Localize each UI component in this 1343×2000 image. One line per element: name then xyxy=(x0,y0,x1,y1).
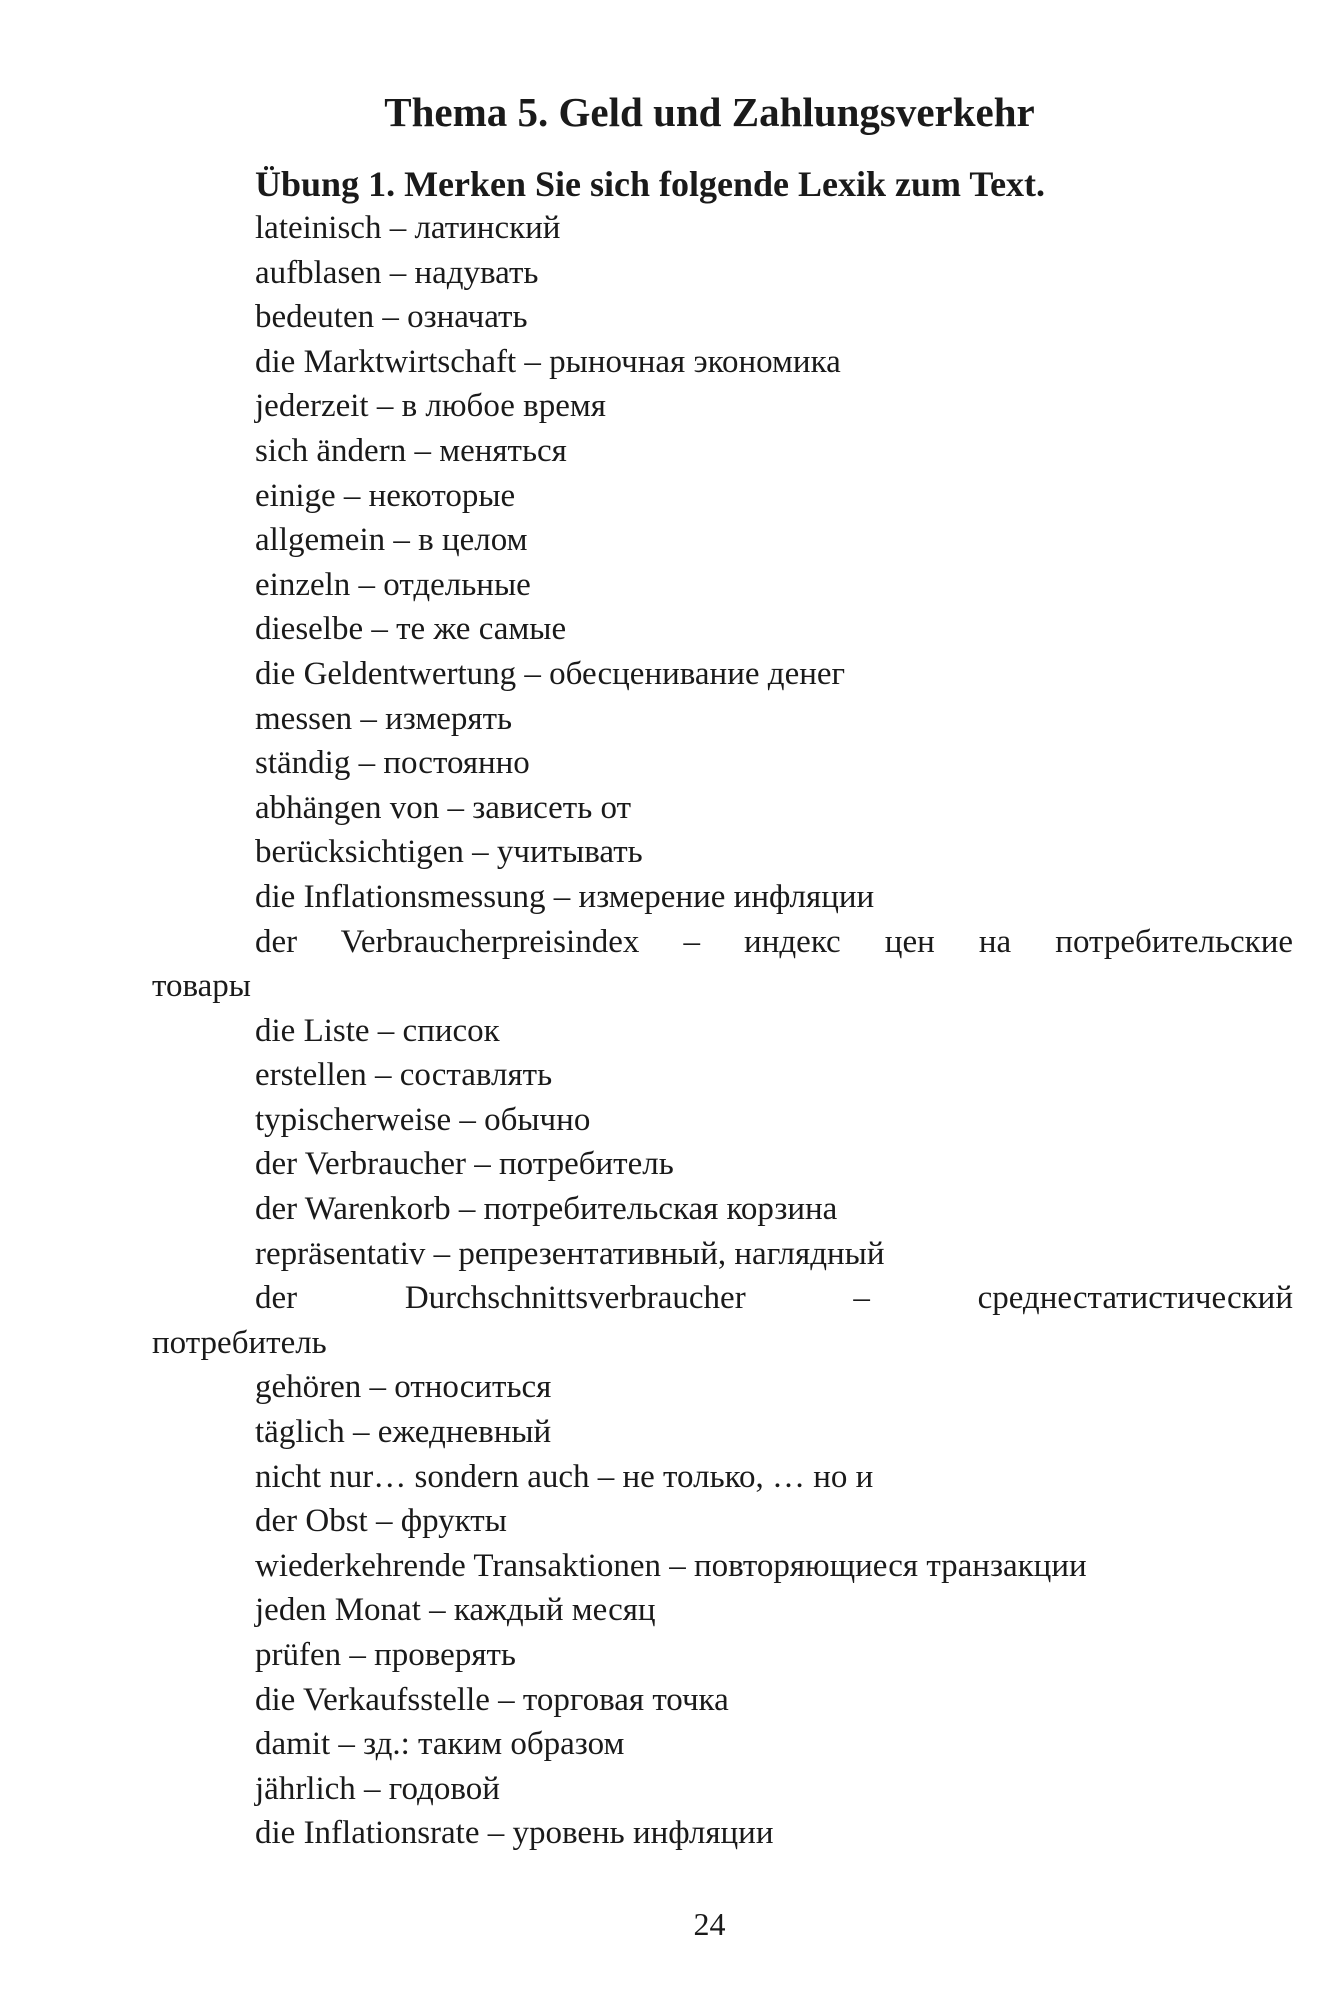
vocab-entry xyxy=(0,652,1343,697)
vocab-text: dieselbe – те же самые xyxy=(255,611,567,648)
vocab-entry xyxy=(0,607,1343,652)
vocab-text: die Marktwirtschaft – рыночная экономика xyxy=(255,343,841,380)
vocab-text: die Inflationsmessung – измерение инфляции xyxy=(255,878,875,915)
vocab-text-continuation: товары xyxy=(152,968,251,1005)
vocab-text: die Inflationsrate – уровень инфляции xyxy=(255,1815,774,1852)
vocab-text: nicht nur… sondern auch – не только, … но и xyxy=(255,1458,874,1495)
vocab-text: der Verbraucherpreisindex – индекс цен на потребительские xyxy=(255,923,1293,960)
exercise-heading: Übung 1. Merken Sie sich folgende Lexik zum Text. xyxy=(255,164,1046,204)
vocab-entry xyxy=(0,563,1343,608)
vocab-text: messen – измерять xyxy=(255,700,513,737)
vocab-text: täglich – ежедневный xyxy=(255,1414,552,1451)
vocab-entry xyxy=(0,1499,1343,1544)
page-number: 24 xyxy=(693,1906,726,1942)
vocab-entry xyxy=(0,1098,1343,1143)
vocab-text: jährlich – годовой xyxy=(255,1770,500,1807)
vocab-entry xyxy=(0,429,1343,474)
vocab-entry xyxy=(0,920,1343,1009)
vocab-text: die Geldentwertung – обесценивание денег xyxy=(255,655,846,692)
vocab-text: wiederkehrende Transaktionen – повторяющиеся транзакции xyxy=(255,1547,1087,1584)
vocab-text: der Durchschnittsverbraucher – среднестатистический xyxy=(255,1280,1293,1317)
vocab-text: allgemein – в целом xyxy=(255,522,528,559)
vocab-text: prüfen – проверять xyxy=(255,1637,516,1673)
vocab-text: abhängen von – зависеть от xyxy=(255,789,632,826)
vocab-entry xyxy=(0,786,1343,831)
vocab-entry xyxy=(0,1365,1343,1410)
vocab-entry xyxy=(0,1811,1343,1856)
vocab-entry xyxy=(0,1544,1343,1589)
vocab-text: gehören – относиться xyxy=(255,1369,552,1406)
vocab-entry xyxy=(0,1678,1343,1723)
vocab-entry xyxy=(0,474,1343,519)
vocab-text: der Warenkorb – потребительская корзина xyxy=(255,1191,838,1228)
vocab-text: die Liste – список xyxy=(255,1012,500,1049)
vocab-text: jeden Monat – каждый месяц xyxy=(255,1592,656,1629)
vocab-text: jederzeit – в любое время xyxy=(255,388,606,425)
vocab-entry xyxy=(0,741,1343,786)
vocab-text: repräsentativ – репрезентативный, наглядный xyxy=(255,1235,885,1272)
vocab-entry xyxy=(0,295,1343,340)
vocab-entry xyxy=(0,1767,1343,1812)
vocab-text: erstellen – составлять xyxy=(255,1057,553,1094)
vocab-text: die Verkaufsstelle – торговая точка xyxy=(255,1681,729,1718)
vocab-text: bedeuten – означать xyxy=(255,299,528,336)
vocab-entry xyxy=(0,518,1343,563)
vocab-text: berücksichtigen – учитывать xyxy=(255,834,643,871)
vocab-entry xyxy=(0,1009,1343,1054)
vocab-entry xyxy=(0,697,1343,742)
vocab-entry xyxy=(0,1053,1343,1098)
vocabulary-list xyxy=(0,206,1343,1856)
vocab-text: sich ändern – меняться xyxy=(255,432,567,469)
vocab-text: der Verbraucher – потребитель xyxy=(255,1146,674,1183)
page-title: Thema 5. Geld und Zahlungsverkehr xyxy=(384,89,1035,135)
vocab-text: ständig – постоянно xyxy=(255,745,530,782)
vocab-entry xyxy=(0,830,1343,875)
vocab-entry xyxy=(0,875,1343,920)
vocab-entry xyxy=(0,1142,1343,1187)
vocab-text: lateinisch – латинский xyxy=(255,210,561,246)
vocab-entry xyxy=(0,1232,1343,1277)
vocab-text: aufblasen – надувать xyxy=(255,254,539,291)
vocab-text: damit – зд.: таким образом xyxy=(255,1726,625,1763)
vocab-entry xyxy=(0,1633,1343,1678)
vocab-text-continuation: потребитель xyxy=(152,1324,327,1361)
vocab-entry xyxy=(0,1410,1343,1455)
vocab-text: einige – некоторые xyxy=(255,477,516,514)
vocab-entry xyxy=(0,1455,1343,1500)
vocab-entry xyxy=(0,1187,1343,1232)
vocab-entry xyxy=(0,1722,1343,1767)
vocab-text: typischerweise – обычно xyxy=(255,1101,591,1138)
vocab-entry xyxy=(0,1588,1343,1633)
vocab-text: einzeln – отдельные xyxy=(255,566,531,603)
vocab-text: der Obst – фрукты xyxy=(255,1503,507,1540)
vocab-entry xyxy=(0,384,1343,429)
vocab-entry xyxy=(0,340,1343,385)
vocab-entry xyxy=(0,251,1343,296)
vocab-entry xyxy=(0,1276,1343,1365)
vocab-entry xyxy=(0,206,1343,251)
